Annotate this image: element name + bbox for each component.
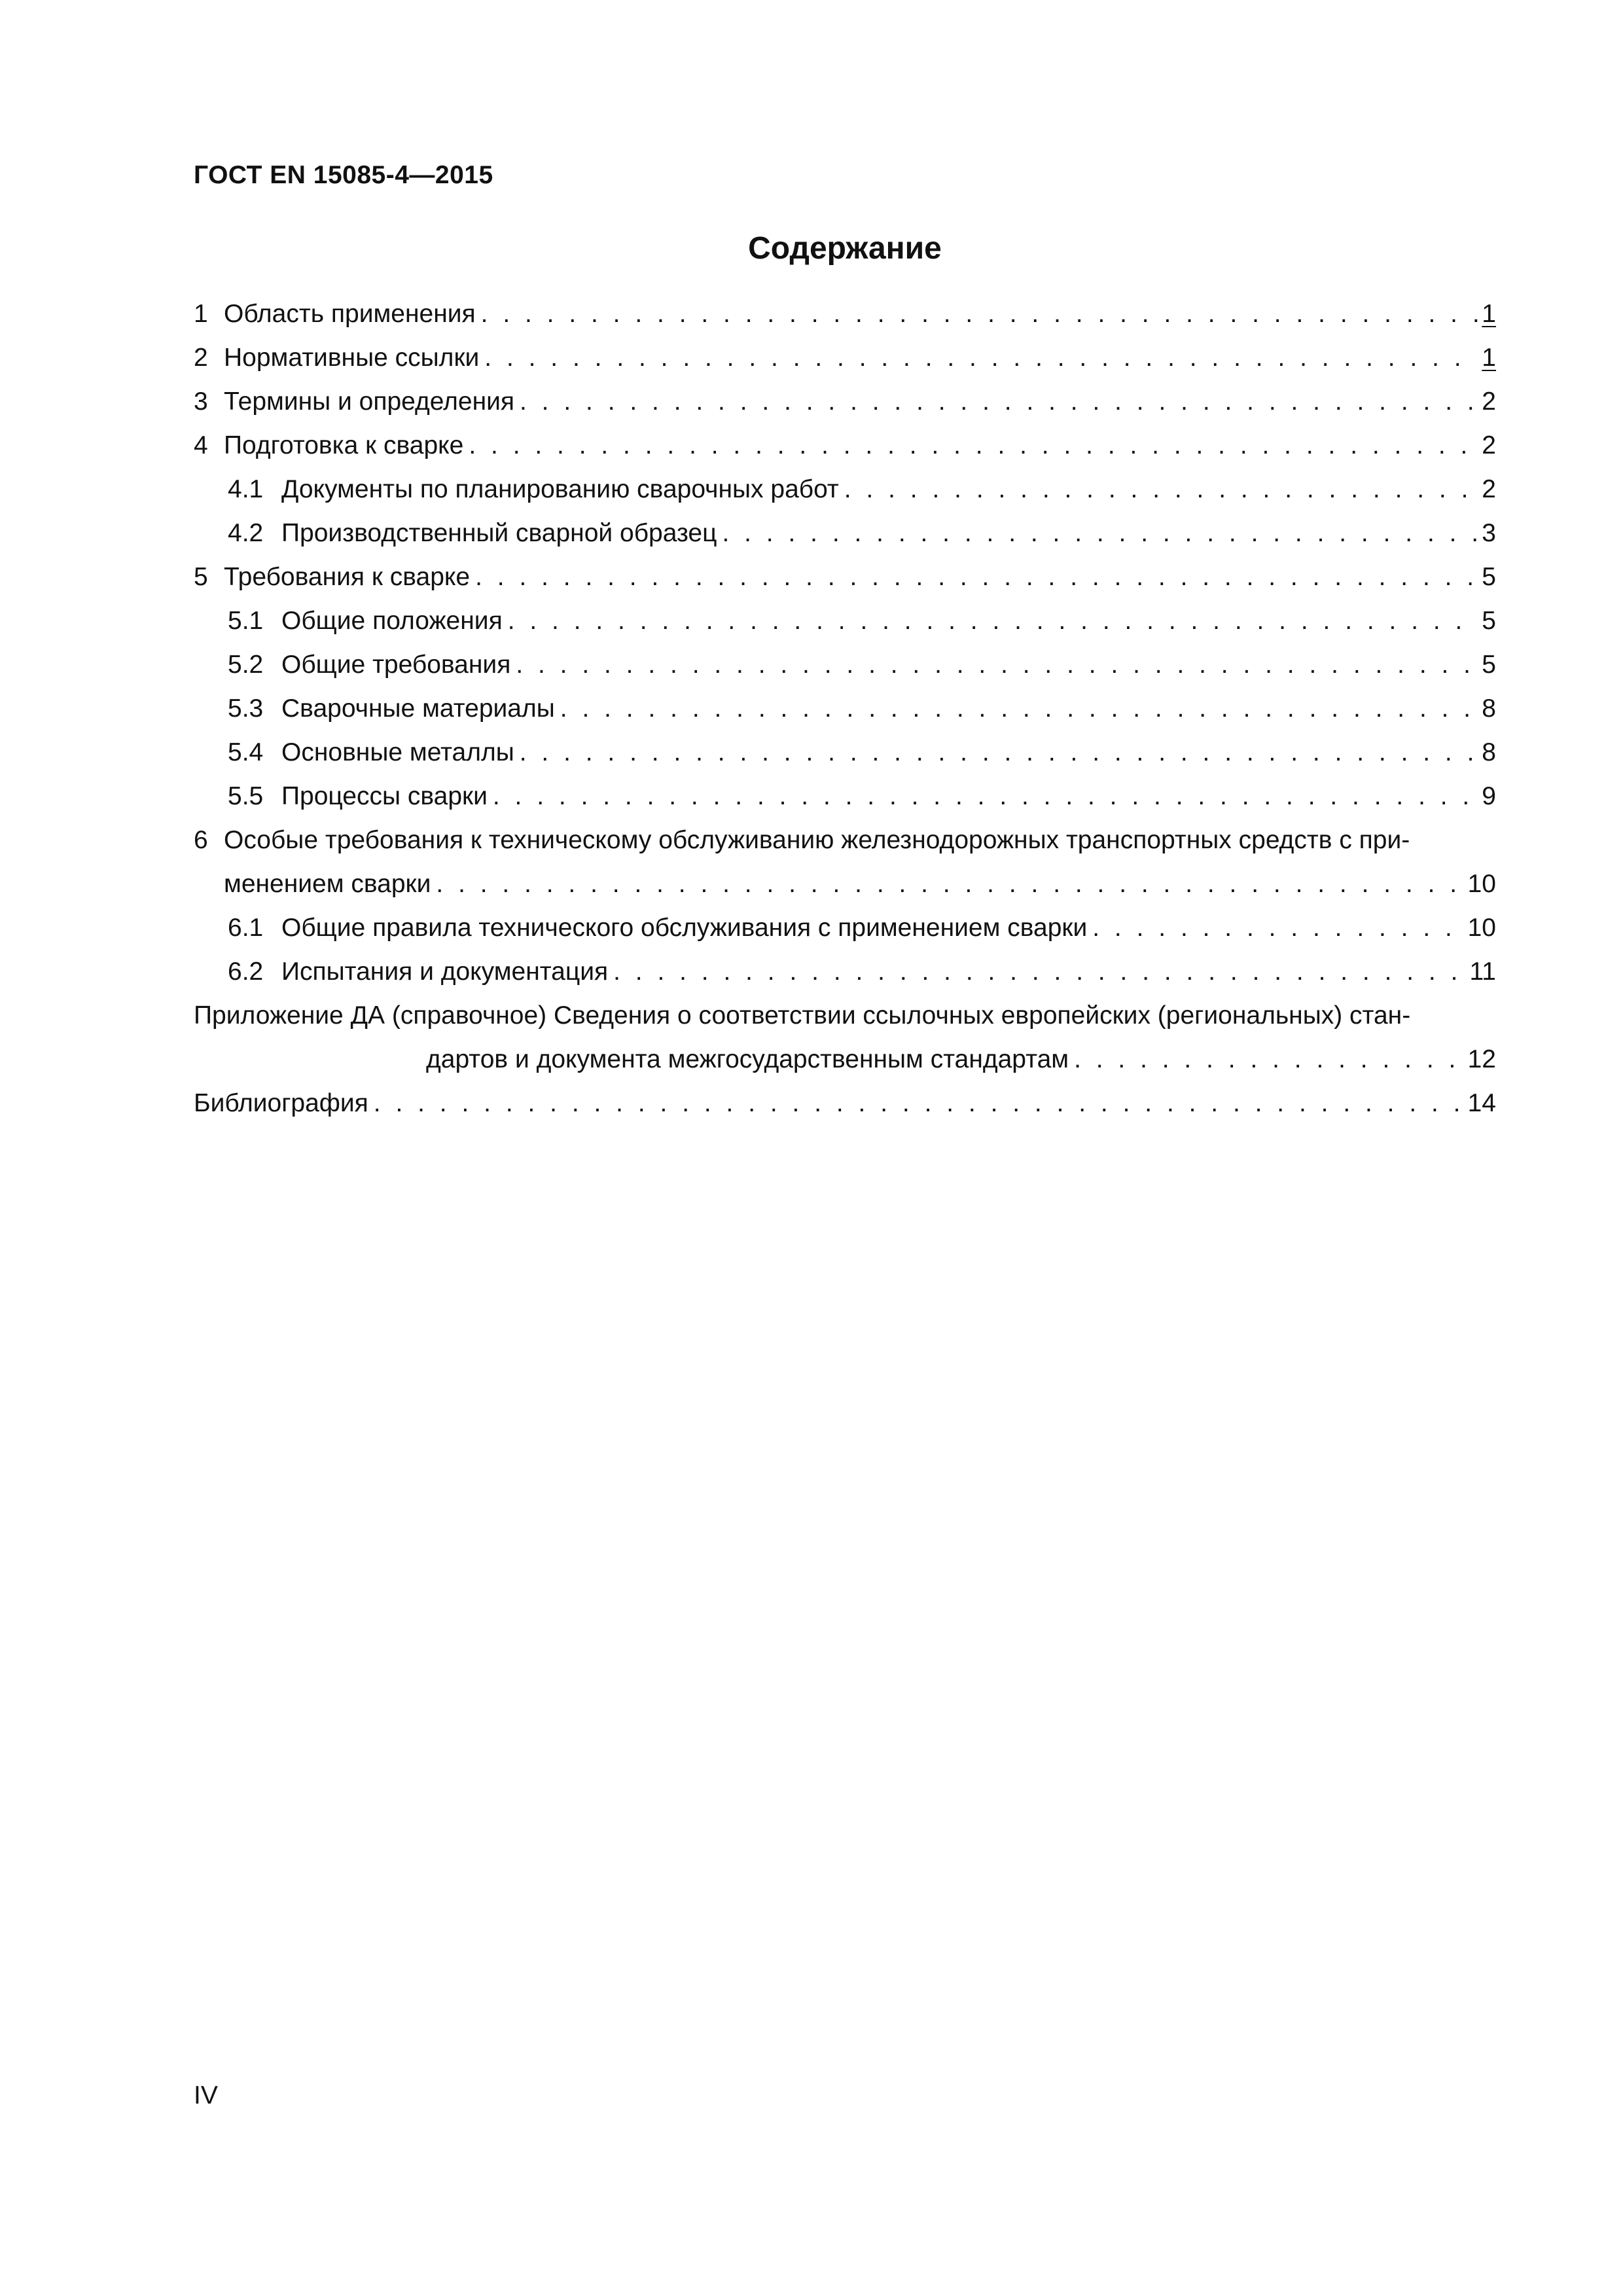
toc-entry-page: 10 <box>1467 914 1496 942</box>
toc-entry-title: Требования к сварке <box>224 563 471 591</box>
dot-leader <box>520 380 1478 423</box>
toc-entry-number: 5 <box>194 563 208 591</box>
toc-entry-page: 5 <box>1482 651 1496 679</box>
toc-entry-number: 5.4 <box>228 738 264 766</box>
toc-entry-page: 12 <box>1467 1045 1496 1073</box>
toc-entry-number: 6.1 <box>228 914 264 942</box>
dot-leader <box>844 467 1478 511</box>
toc-entry-5-3[interactable] <box>194 687 1496 730</box>
toc-entry-page-link[interactable]: 1 <box>1482 300 1496 328</box>
dot-leader <box>560 687 1478 730</box>
toc-entry-title: Общие требования <box>281 651 511 679</box>
toc-entry-title: Испытания и документация <box>281 958 609 986</box>
dot-leader <box>1074 1037 1464 1081</box>
toc-entry-1[interactable] <box>194 292 1496 336</box>
page-number: IV <box>194 2081 218 2109</box>
dot-leader <box>722 511 1478 555</box>
toc-entry-number: 5.2 <box>228 651 264 679</box>
toc-entry-number: 2 <box>194 344 208 372</box>
dot-leader <box>516 643 1478 687</box>
toc-entry-number: 3 <box>194 387 208 416</box>
toc-entry-2[interactable] <box>194 336 1496 380</box>
toc-entry-title-continued: дартов и документа межгосударственным стандартам <box>426 1045 1069 1073</box>
toc-entry-number: 4.1 <box>228 475 264 503</box>
dot-leader <box>1092 906 1463 950</box>
toc-entry-number: 4 <box>194 431 208 459</box>
toc-entry-number: 1 <box>194 300 208 328</box>
toc-entry-page: 3 <box>1482 519 1496 547</box>
dot-leader <box>374 1081 1464 1125</box>
toc-entry-5-5[interactable] <box>194 774 1496 818</box>
document-code: ГОСТ EN 15085-4—2015 <box>194 161 493 189</box>
toc-entry-4-1[interactable] <box>194 467 1496 511</box>
toc-entry-number: 5.5 <box>228 782 264 810</box>
toc-entry-page: 8 <box>1482 738 1496 766</box>
dot-leader <box>613 950 1465 994</box>
toc-entry-page: 2 <box>1482 431 1496 459</box>
toc-entry-number: 6.2 <box>228 958 264 986</box>
toc-entry-title: Подготовка к сварке <box>224 431 464 459</box>
dot-leader <box>508 599 1478 643</box>
toc-entry-annex-da[interactable] <box>194 994 1496 1081</box>
toc-entry-number: 5.3 <box>228 694 264 723</box>
toc-entry-title-continued: менением сварки <box>224 870 431 898</box>
dot-leader <box>475 555 1478 599</box>
dot-leader <box>484 336 1478 380</box>
dot-leader <box>469 423 1478 467</box>
toc-entry-page: 10 <box>1467 870 1496 898</box>
dot-leader <box>520 730 1478 774</box>
toc-entry-title: Приложение ДА (справочное) Сведения о соответствии ссылочных европейских (региональных) стан- <box>194 1001 1411 1030</box>
toc-entry-6-2[interactable] <box>194 950 1496 994</box>
dot-leader <box>481 292 1478 336</box>
toc-entry-title: Сварочные материалы <box>281 694 555 723</box>
toc-entry-page: 5 <box>1482 607 1496 635</box>
toc-entry-title: Нормативные ссылки <box>224 344 480 372</box>
toc-entry-6-1[interactable] <box>194 906 1496 950</box>
toc-entry-5[interactable] <box>194 555 1496 599</box>
toc-entry-5-1[interactable] <box>194 599 1496 643</box>
toc-entry-title: Термины и определения <box>224 387 515 416</box>
toc-entry-title: Библиография <box>194 1089 368 1117</box>
toc-entry-page: 11 <box>1469 958 1496 986</box>
toc-title: Содержание <box>748 231 942 266</box>
toc-entry-title: Область применения <box>224 300 476 328</box>
toc-entry-page: 2 <box>1482 387 1496 416</box>
toc-entry-4-2[interactable] <box>194 511 1496 555</box>
toc-entry-5-4[interactable] <box>194 730 1496 774</box>
toc-entry-page-link[interactable]: 1 <box>1482 344 1496 372</box>
toc-entry-title: Процессы сварки <box>281 782 488 810</box>
toc-entry-bibliography[interactable] <box>194 1081 1496 1125</box>
toc-entry-title: Документы по планированию сварочных работ <box>281 475 839 503</box>
toc-entry-title: Производственный сварной образец <box>281 519 717 547</box>
toc-entry-title: Общие положения <box>281 607 503 635</box>
toc-entry-number: 5.1 <box>228 607 264 635</box>
table-of-contents <box>194 292 1496 1125</box>
toc-entry-page: 14 <box>1467 1089 1496 1117</box>
toc-entry-5-2[interactable] <box>194 643 1496 687</box>
dot-leader <box>493 774 1478 818</box>
toc-entry-page: 5 <box>1482 563 1496 591</box>
toc-entry-page: 8 <box>1482 694 1496 723</box>
toc-entry-number: 4.2 <box>228 519 264 547</box>
toc-entry-6[interactable] <box>194 818 1496 906</box>
dot-leader <box>436 862 1463 906</box>
toc-entry-title: Основные металлы <box>281 738 514 766</box>
toc-entry-number: 6 <box>194 826 208 854</box>
toc-entry-title: Общие правила технического обслуживания с применением сварки <box>281 914 1088 942</box>
toc-entry-page: 2 <box>1482 475 1496 503</box>
toc-entry-page: 9 <box>1482 782 1496 810</box>
toc-entry-title: Особые требования к техническому обслуживанию железнодорожных транспортных средств с при- <box>224 826 1410 854</box>
toc-entry-3[interactable] <box>194 380 1496 423</box>
toc-entry-4[interactable] <box>194 423 1496 467</box>
